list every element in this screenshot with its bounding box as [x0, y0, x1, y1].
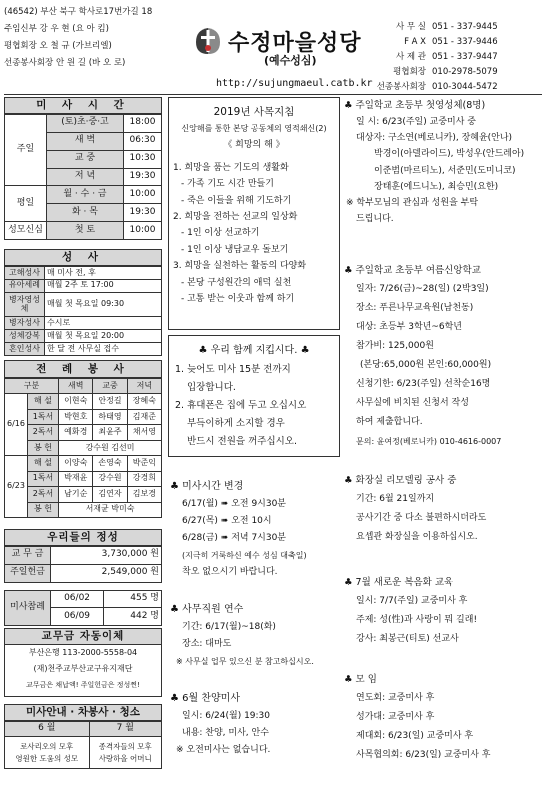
staff-line: 장소: 대마도 [182, 639, 232, 649]
service-cell: 안정길 [93, 394, 127, 409]
sacrament-value: 매월 첫 목요일 20:00 [45, 330, 162, 343]
table-row [5, 317, 162, 330]
transfer-holder: (재)천주교부산교구유지재단 [33, 664, 133, 673]
toilet-line: 기간: 6월 21일까지 [356, 494, 435, 504]
camp-line: 일자: 7/26(금)~28(일) (2박3일) [356, 284, 489, 294]
meeting-title: ♣ 모 임 [344, 674, 377, 685]
guide-table [4, 721, 162, 769]
contacts [370, 20, 542, 95]
camp-line: 사무실에 비치된 신청서 작성 [356, 398, 469, 408]
service-cell: 서재균 박미숙 [59, 502, 162, 518]
table-row [5, 502, 162, 518]
service-role: 해 설 [27, 456, 58, 471]
pastoral-line: 3. 희망을 실천하는 활동의 다양화 [173, 261, 307, 272]
communion-line: ※ 학부모님의 관심과 성원을 부탁 [346, 198, 479, 209]
guide-cell: 로사리오의 모후 영원한 도움의 성모 [5, 737, 90, 769]
transfer-box [4, 645, 162, 697]
missionary-head: 선종봉사회장 안 원 길 (바 오 로) [4, 58, 126, 68]
parish-title: 수정마을성당 [228, 31, 362, 56]
service-cell: 채서영 [127, 425, 161, 440]
keep-line: 1. 늦어도 미사 15분 전까지 [175, 364, 291, 375]
president: 평협회장 오 철 규 (가브리엘) [4, 41, 112, 51]
praise-line: 일시: 6/24(월) 19:30 [182, 711, 271, 721]
pastoral-line: 2. 희망을 전하는 선교의 일상화 [173, 212, 298, 223]
mass-day: 저 녁 [47, 168, 124, 186]
service-cell: 손영숙 [93, 456, 127, 471]
service-cell: 박준익 [127, 456, 161, 471]
mass-change-line: 6/27(목) ➠ 오전 10시 [182, 516, 272, 526]
toilet-line: 공사기간 중 다소 불편하시더라도 [356, 513, 487, 523]
sacrament-table [4, 266, 162, 356]
offering-table [4, 546, 162, 626]
mass-time: 19:30 [124, 168, 162, 186]
sacrament-label: 성체강복 [5, 330, 45, 343]
table-row [5, 267, 162, 280]
mass-day: 월 · 수 · 금 [47, 186, 124, 204]
contact-label: 사 무 실 [395, 22, 426, 32]
transfer-note: 교무금은 채납액! 주일헌금은 정성쩐! [26, 681, 140, 689]
communion-line: 박경이(아델라이드), 박성우(안드레아) [374, 149, 525, 160]
praise-title: ♣ 6월 찬양미사 [170, 693, 240, 704]
staff-line: ※ 사무실 업무 있으신 분 참고하십시오. [176, 657, 314, 666]
communion-title: ♣ 주일학교 초등부 첫영성체(8명) [344, 100, 486, 111]
contact-label: 선종봉사회장 [376, 82, 426, 92]
contact-value: 010-2978-5079 [432, 67, 498, 77]
pastoral-title: 2019년 사목지침 [213, 106, 295, 118]
staff-line: 기간: 6/17(월)~18(화) [182, 622, 276, 632]
service-role: 2독서 [27, 487, 58, 502]
table-row [5, 582, 162, 590]
table-row [5, 330, 162, 343]
toilet-section [344, 472, 542, 547]
pastoral-line: - 고통 받는 이웃과 함께 하기 [181, 294, 295, 305]
communion-section [344, 97, 542, 227]
parish-subtitle: (예수성심) [264, 54, 317, 67]
table-header-row [5, 722, 162, 737]
service-cell: 최윤주 [93, 425, 127, 440]
service-head: 교중 [93, 379, 127, 394]
pastoral-box [168, 97, 340, 330]
service-cell: 박현호 [59, 409, 93, 424]
camp-line: (본당:65,000원 본인:60,000원) [360, 360, 492, 370]
keep-line: 입장합니다. [187, 382, 236, 393]
address: (46542) 부산 북구 학사로17번가길 18 [4, 7, 153, 17]
contact-value: 051 - 337-9445 [432, 22, 498, 32]
service-table [4, 378, 162, 518]
service-cell: 강수원 김선미 [59, 440, 162, 455]
service-cell: 강수원 [93, 471, 127, 486]
service-date: 6/23 [5, 456, 28, 518]
meeting-line: 제대회: 6/23(일) 교중미사 후 [356, 731, 474, 741]
transfer-title: 교무금 자동이체 [4, 628, 162, 645]
service-cell: 하태영 [93, 409, 127, 424]
pastoral-line: - 1인 이상 냉담교우 돌보기 [181, 244, 289, 255]
attendance-count: 442 명 [104, 608, 162, 626]
gospel-line: 주제: 성(性)과 사랑이 뭐 길래! [356, 615, 478, 625]
communion-line: 대상자: 구소연(베로니카), 장혜윤(안나) [356, 133, 513, 144]
table-row [5, 471, 162, 486]
table-row [5, 292, 162, 316]
mass-group-sunday: 주일 [5, 115, 47, 186]
keep-box [168, 335, 340, 457]
mass-times-title: 미 사 시 간 [4, 97, 162, 114]
contact-row [370, 50, 542, 65]
service-cell: 이현숙 [59, 394, 93, 409]
keep-line: 2. 휴대폰은 집에 두고 오십시오 [175, 400, 307, 411]
service-cell: 이양숙 [59, 456, 93, 471]
pastoral-theme: 《 희망의 해 》 [223, 140, 285, 151]
service-head: 저녁 [127, 379, 161, 394]
sacrament-value: 한 달 전 사무실 접수 [45, 343, 162, 356]
sacrament-value: 수시로 [45, 317, 162, 330]
camp-line: 참가비: 125,000원 [356, 341, 434, 351]
sacrament-label: 병자영성체 [5, 292, 45, 316]
service-head: 새벽 [59, 379, 93, 394]
guide-month: 6 월 [5, 722, 90, 737]
mass-time: 06:30 [124, 132, 162, 150]
table-row [5, 394, 162, 409]
service-role: 1독서 [27, 409, 58, 424]
service-cell: 김재준 [127, 409, 161, 424]
mass-change-line: 6/17(월) ➠ 오전 9시30분 [182, 499, 287, 509]
staff-title: ♣ 사무직원 연수 [170, 604, 244, 615]
service-cell: 강경희 [127, 471, 161, 486]
mass-change-line: 착오 없으시기 바랍니다. [182, 567, 278, 577]
praise-line: 내용: 찬양, 미사, 안수 [182, 728, 269, 738]
service-role: 봉 헌 [27, 502, 58, 518]
parish-url[interactable]: http://sujungmaeul.catb.kr [216, 78, 373, 89]
toilet-line: 요셉관 화장실을 이용하십시오. [356, 532, 478, 542]
pastoral-line: 1. 희망을 품는 기도의 생활화 [173, 162, 289, 173]
table-row [5, 409, 162, 424]
mass-time: 10:30 [124, 150, 162, 168]
service-cell: 박재윤 [59, 471, 93, 486]
camp-line: 장소: 푸른나무교육원(남천동) [356, 303, 474, 313]
communion-line: 드립니다. [356, 214, 394, 225]
guide-cell: 종격자들의 모후 사랑하올 어머니 [89, 737, 162, 769]
gospel-line: 일시: 7/7(주일) 교중미사 후 [356, 596, 468, 606]
table-row [5, 737, 162, 769]
sacrament-label: 유아세례 [5, 279, 45, 292]
camp-line: 대상: 초등부 3학년~6학년 [356, 322, 462, 332]
service-role: 1독서 [27, 471, 58, 486]
service-head: 구분 [5, 379, 59, 394]
service-cell: 김보경 [127, 487, 161, 502]
table-row [5, 343, 162, 356]
guide-title: 미사안내 · 차봉사 · 청소 [4, 704, 162, 721]
service-role: 2독서 [27, 425, 58, 440]
mass-time: 18:00 [124, 115, 162, 133]
gospel-section [344, 574, 542, 649]
mass-group-weekday: 평일 [5, 186, 47, 222]
service-role: 봉 헌 [27, 440, 58, 455]
meeting-section [344, 671, 542, 765]
table-row [5, 456, 162, 471]
mass-day: 새 벽 [47, 132, 124, 150]
attendance-count: 455 명 [104, 590, 162, 608]
contact-row [370, 80, 542, 95]
attendance-date: 06/09 [51, 608, 104, 626]
priest: 주임신부 강 우 현 (요 아 킴) [4, 24, 109, 34]
contact-label: 사 제 관 [395, 52, 426, 62]
camp-line: 문의: 윤여정(베로니카) 010-4616-0007 [356, 437, 502, 446]
sacrament-label: 고해성사 [5, 267, 45, 280]
gospel-title: ♣ 7월 새로운 복음화 교육 [344, 577, 454, 588]
communion-line: 일 시: 6/23(주일) 교중미사 중 [356, 117, 476, 127]
sacrament-value: 매 미사 전, 후 [45, 267, 162, 280]
pastoral-subtitle: 신앙해를 통한 본당 공동체의 영적쇄신(2) [181, 124, 327, 133]
contact-label: F A X [404, 37, 426, 47]
service-cell: 남기순 [59, 487, 93, 502]
guide-month: 7 월 [89, 722, 162, 737]
parish-logo [192, 24, 224, 58]
keep-line: 부득이하게 소지할 경우 [187, 418, 285, 429]
offering-label: 주일헌금 [5, 564, 51, 582]
keep-line: 반드시 전원을 꺼주십시오. [187, 436, 298, 447]
table-row [5, 425, 162, 440]
transfer-account: 부산은행 113-2000-5558-04 [28, 648, 138, 657]
meeting-line: 사목협의회: 6/23(일) 교중미사 후 [356, 750, 491, 760]
mass-day: 교 중 [47, 150, 124, 168]
praise-line: ※ 오전미사는 없습니다. [176, 745, 271, 755]
camp-section [344, 262, 542, 451]
sacrament-label: 병자성사 [5, 317, 45, 330]
contact-value: 010-3044-5472 [432, 82, 498, 92]
sacrament-value: 매월 2주 토 17:00 [45, 279, 162, 292]
sacrament-title: 성 사 [4, 249, 162, 266]
offering-title: 우리들의 정성 [4, 529, 162, 546]
table-row [5, 547, 162, 565]
mass-day: (토)초·중·고 [47, 115, 124, 133]
service-role: 해 설 [27, 394, 58, 409]
pastoral-line: - 본당 구성원간의 애덕 실천 [181, 277, 292, 288]
mass-time: 10:00 [124, 222, 162, 240]
header-divider [4, 94, 542, 95]
mass-change-line: (지극히 거룩하신 예수 성심 대축일) [182, 551, 307, 560]
keep-title: ♣ 우리 함께 지킵시다. ♣ [198, 345, 310, 356]
mass-times-table [4, 114, 162, 240]
pastoral-line: - 가족 기도 시간 만들기 [181, 179, 274, 190]
table-row [5, 279, 162, 292]
header-left [4, 4, 194, 72]
communion-line: 장태훈(에드니노), 최승민(요한) [374, 181, 499, 192]
contact-row [370, 35, 542, 50]
contact-value: 051 - 337-9446 [432, 37, 498, 47]
service-date: 6/16 [5, 394, 28, 456]
pastoral-line: - 죽은 이들을 위해 기도하기 [181, 195, 292, 206]
gospel-line: 강사: 최봉근(티토) 선교사 [356, 634, 459, 644]
camp-line: 하여 제출합니다. [356, 417, 423, 427]
offering-value: 3,730,000 원 [51, 547, 162, 565]
table-row [5, 487, 162, 502]
mass-group-marian: 성모신심 [5, 222, 47, 240]
table-row [5, 440, 162, 455]
staff-section [170, 601, 342, 670]
sacrament-value: 매월 첫 목요일 09:30 [45, 292, 162, 316]
attendance-label: 미사참례 [5, 590, 51, 626]
mass-time: 19:30 [124, 204, 162, 222]
offering-value: 2,549,000 원 [51, 564, 162, 582]
service-cell: 장혜숙 [127, 394, 161, 409]
mass-change-section [170, 478, 342, 581]
contact-label: 평협회장 [393, 67, 426, 77]
mass-time: 10:00 [124, 186, 162, 204]
contact-row [370, 20, 542, 35]
meeting-line: 성가대: 교중미사 후 [356, 712, 435, 722]
table-row [5, 186, 162, 204]
pastoral-line: - 1인 이상 선교하기 [181, 228, 260, 239]
meeting-line: 연도회: 교중미사 후 [356, 693, 435, 703]
service-cell: 예화경 [59, 425, 93, 440]
table-row [5, 115, 162, 133]
mass-day: 화 · 목 [47, 204, 124, 222]
camp-line: 신청기한: 6/23(주일) 선착순16명 [356, 379, 491, 389]
communion-line: 이준범(마르티노), 서준민(도미니코) [374, 165, 516, 176]
table-row [5, 222, 162, 240]
praise-section [170, 690, 342, 759]
contact-value: 051 - 337-9447 [432, 52, 498, 62]
offering-label: 교 무 금 [5, 547, 51, 565]
mass-day: 첫 토 [47, 222, 124, 240]
mass-change-title: ♣ 미사시간 변경 [170, 481, 244, 492]
contact-row [370, 65, 542, 80]
toilet-title: ♣ 화장실 리모델링 공사 중 [344, 475, 457, 486]
camp-title: ♣ 주일학교 초등부 여름신앙학교 [344, 265, 481, 276]
table-row [5, 590, 162, 608]
table-header-row [5, 379, 162, 394]
attendance-date: 06/02 [51, 590, 104, 608]
mass-change-line: 6/28(금) ➠ 저녁 7시30분 [182, 533, 287, 543]
service-title: 전 례 봉 사 [4, 360, 162, 378]
sacrament-label: 혼인성사 [5, 343, 45, 356]
table-row [5, 564, 162, 582]
service-cell: 김연자 [93, 487, 127, 502]
